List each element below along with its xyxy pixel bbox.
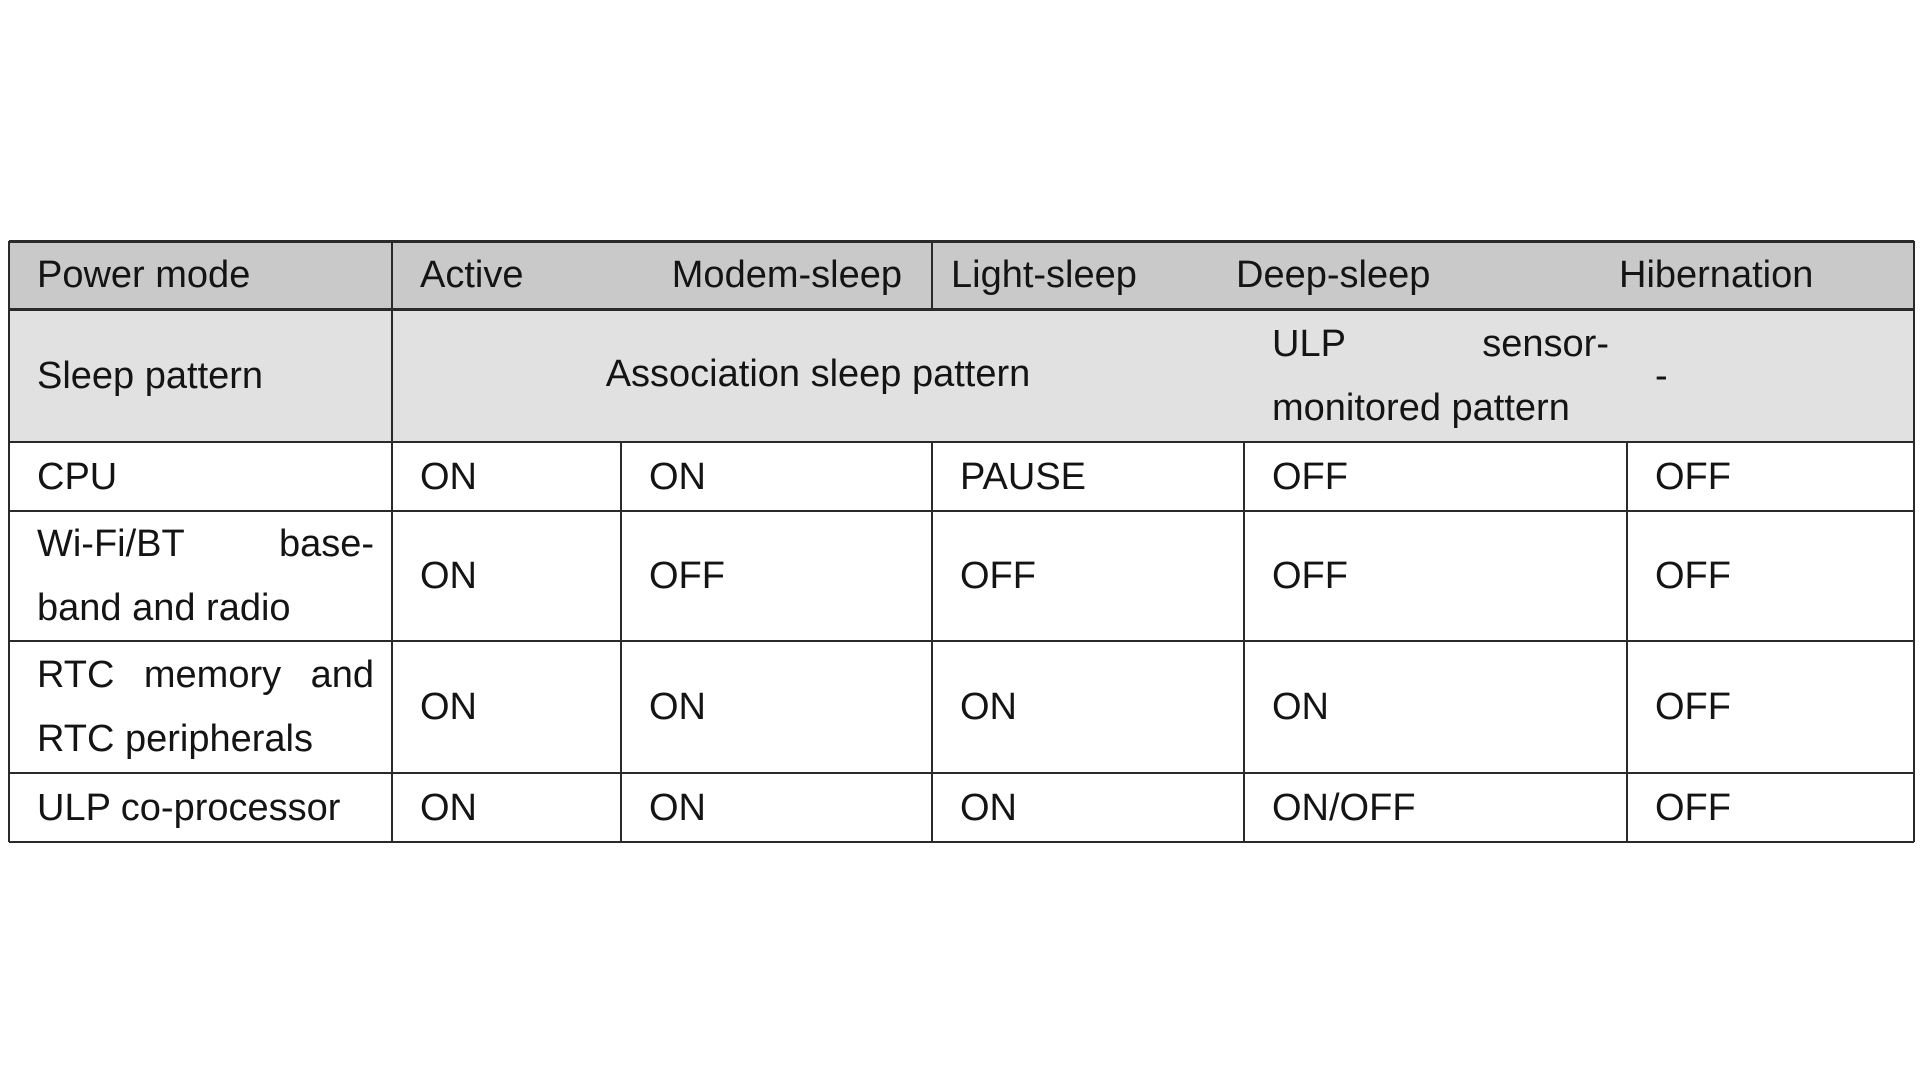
rtc-active xyxy=(392,641,621,773)
cell-value: ON/OFF xyxy=(1272,786,1416,829)
cell-value: ON xyxy=(649,455,706,498)
rtc-modem xyxy=(621,641,932,773)
row-divider xyxy=(9,640,1914,642)
cpu-hib xyxy=(1627,442,1914,511)
ulp-light xyxy=(932,773,1244,842)
rtc-label-part: RTC peripherals xyxy=(37,718,313,760)
hibernation-sleep-pattern: - xyxy=(1655,354,1668,397)
cell-value: ON xyxy=(1272,686,1329,728)
col-divider xyxy=(391,241,393,842)
header-power-mode-label: Power mode xyxy=(37,254,251,296)
wifi-label-part: base- xyxy=(278,523,374,565)
cell-value: ON xyxy=(960,786,1017,829)
cell-value: OFF xyxy=(649,555,725,597)
cell-value: OFF xyxy=(1655,455,1731,498)
cell-value: OFF xyxy=(960,555,1036,597)
header-modem-sleep: Modem-sleep xyxy=(671,254,902,296)
header-active-modem xyxy=(392,241,932,309)
ulp-active xyxy=(392,773,621,842)
cpu-active xyxy=(392,442,621,511)
rtc-hib xyxy=(1627,641,1914,773)
row-wifi-label xyxy=(9,511,392,641)
rtc-label-part: and xyxy=(310,654,374,696)
cpu-label: CPU xyxy=(37,455,118,498)
cell-value: OFF xyxy=(1272,555,1348,597)
row-divider xyxy=(9,772,1914,774)
association-sleep-cell xyxy=(392,309,1244,442)
wifi-label-part: Wi-Fi/BT xyxy=(37,523,185,565)
power-mode-table xyxy=(9,241,1914,842)
ulp-text: ULP xyxy=(1272,322,1346,365)
hibernation-sleep-pattern-cell xyxy=(1627,309,1914,442)
cell-value: ON xyxy=(960,686,1017,728)
rtc-label-part: memory xyxy=(143,654,282,696)
wifi-deep xyxy=(1244,511,1627,641)
wifi-label-part: band and radio xyxy=(37,587,291,629)
col-divider xyxy=(931,241,933,309)
cell-value: OFF xyxy=(1655,786,1731,829)
ulp-sensor-pattern-cell xyxy=(1244,309,1627,442)
cpu-light xyxy=(932,442,1244,511)
col-divider xyxy=(931,441,933,842)
col-divider xyxy=(1626,441,1628,842)
ulp-label: ULP co-processor xyxy=(37,786,341,829)
row-divider xyxy=(9,441,1914,443)
row-ulp-label xyxy=(9,773,392,842)
header-deep-sleep: Deep-sleep xyxy=(1236,254,1431,296)
cell-value: ON xyxy=(420,686,477,728)
header-power-mode xyxy=(9,241,392,309)
header-bottom-border xyxy=(9,308,1914,311)
cell-value: ON xyxy=(420,455,477,498)
rtc-deep xyxy=(1244,641,1627,773)
cpu-deep xyxy=(1244,442,1627,511)
header-hibernation: Hibernation xyxy=(1619,254,1814,296)
table-right-border xyxy=(1913,241,1915,842)
ulp-hib xyxy=(1627,773,1914,842)
wifi-light xyxy=(932,511,1244,641)
cell-value: ON xyxy=(649,686,706,728)
wifi-active xyxy=(392,511,621,641)
cell-value: OFF xyxy=(1272,455,1348,498)
wifi-hib xyxy=(1627,511,1914,641)
cpu-modem xyxy=(621,442,932,511)
sensor-text: sensor- xyxy=(1482,322,1609,365)
row-cpu-label xyxy=(9,442,392,511)
cell-value: OFF xyxy=(1655,686,1731,728)
row-rtc-label xyxy=(9,641,392,773)
header-light-deep-hib xyxy=(932,241,1914,309)
rtc-light xyxy=(932,641,1244,773)
cell-value: OFF xyxy=(1655,555,1731,597)
table-top-border xyxy=(9,240,1914,243)
table-left-border xyxy=(8,241,10,842)
header-light-sleep: Light-sleep xyxy=(951,254,1137,296)
rtc-label-part: RTC xyxy=(37,654,115,696)
association-sleep-pattern: Association sleep pattern xyxy=(605,352,1031,395)
col-divider xyxy=(1243,441,1245,842)
cell-value: ON xyxy=(420,786,477,829)
table-bottom-border xyxy=(9,841,1914,843)
sleep-pattern-label-cell xyxy=(9,309,392,442)
wifi-modem xyxy=(621,511,932,641)
cell-value: ON xyxy=(649,786,706,829)
monitored-pattern-text: monitored pattern xyxy=(1272,386,1570,429)
cell-value: ON xyxy=(420,555,477,597)
col-divider xyxy=(620,441,622,842)
ulp-deep xyxy=(1244,773,1627,842)
ulp-modem xyxy=(621,773,932,842)
row-divider xyxy=(9,510,1914,512)
cell-value: PAUSE xyxy=(960,455,1087,498)
header-active: Active xyxy=(420,254,524,296)
sleep-pattern-label: Sleep pattern xyxy=(37,354,264,397)
